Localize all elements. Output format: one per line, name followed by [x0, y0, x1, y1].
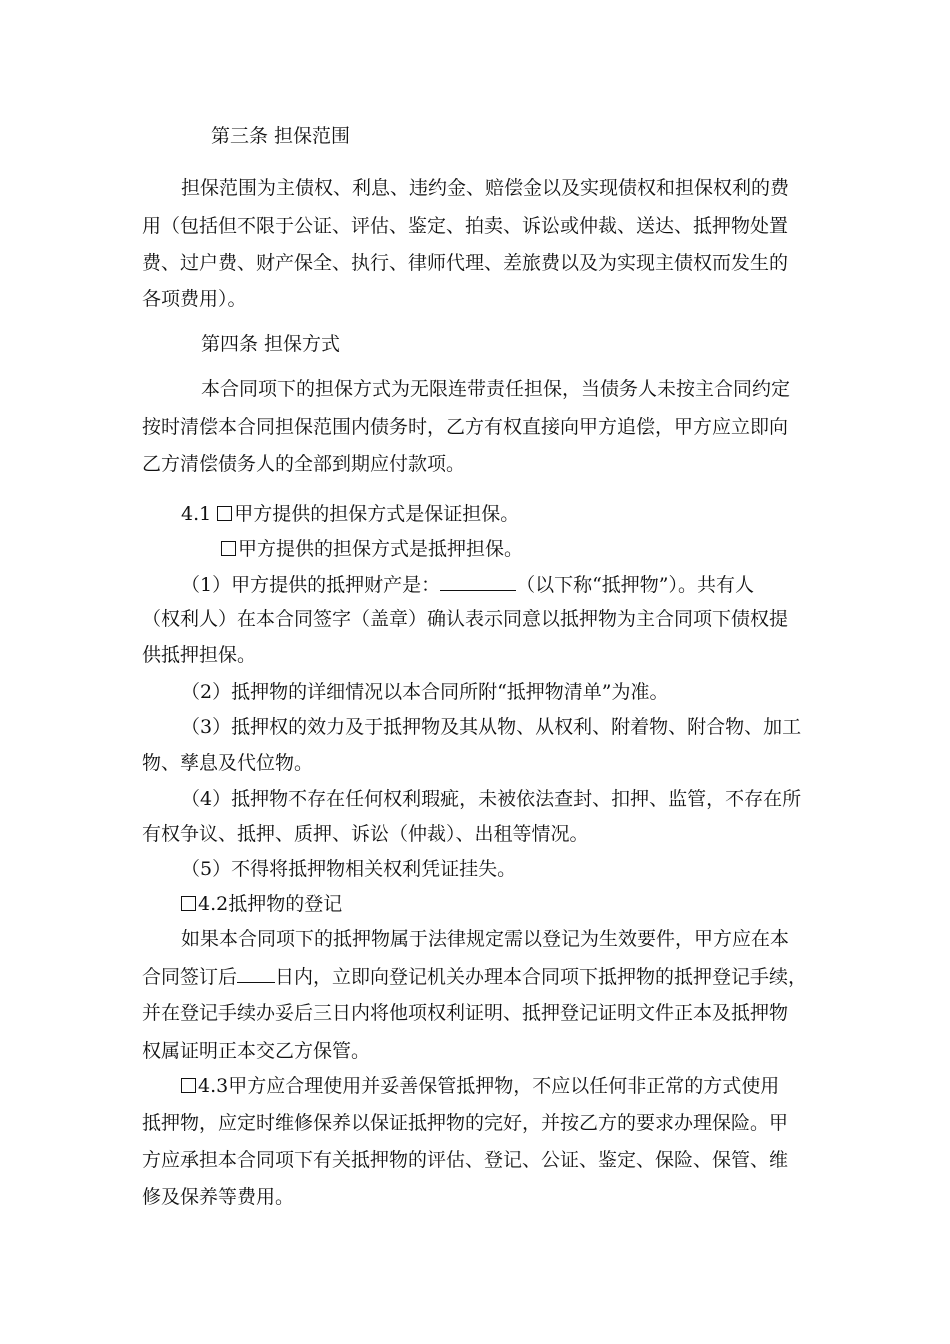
clause-4-2-title-text: 4.2抵押物的登记	[198, 893, 343, 915]
option-mortgage-label: 甲方提供的担保方式是抵押担保。	[238, 538, 524, 560]
section-4-line-2: 按时清偿本合同担保范围内债务时，乙方有权直接向甲方追偿，甲方应立即向	[142, 416, 789, 438]
clause-4-2-line-1: 如果本合同项下的抵押物属于法律规定需以登记为生效要件，甲方应在本	[181, 928, 790, 950]
clause-4-1-option-1	[181, 502, 519, 526]
item-1-suffix: （以下称“抵押物”）。共有人	[516, 574, 755, 596]
clause-4-3-line-1-text: 4.3甲方应合理使用并妥善保管抵押物，不应以任何非正常的方式使用	[198, 1075, 780, 1097]
item-3-line-1: （3）抵押权的效力及于抵押物及其从物、从权利、附着物、附合物、加工	[181, 716, 802, 738]
item-1-line-3: 供抵押担保。	[142, 644, 257, 666]
days-blank[interactable]	[237, 964, 275, 983]
section-3-line-2: 用（包括但不限于公证、评估、鉴定、拍卖、诉讼或仲裁、送达、抵押物处置	[142, 215, 789, 237]
section-3-line-3: 费、过户费、财产保全、执行、律师代理、差旅费以及为实现主债权而发生的	[142, 252, 789, 274]
checkbox-clause-4-2[interactable]	[181, 896, 196, 911]
item-1-line-1	[181, 572, 754, 597]
clause-4-1-option-2	[221, 537, 523, 561]
clause-4-2-line-2-suffix: 日内，立即向登记机关办理本合同项下抵押物的抵押登记手续，	[275, 966, 808, 988]
item-2: （2）抵押物的详细情况以本合同所附“抵押物清单”为准。	[181, 681, 669, 703]
section-4-line-3: 乙方清偿债务人的全部到期应付款项。	[142, 453, 466, 475]
clause-4-3-line-4: 修及保养等费用。	[142, 1186, 295, 1208]
item-1-line-2: （权利人）在本合同签字（盖章）确认表示同意以抵押物为主合同项下债权提	[142, 608, 789, 630]
item-5: （5）不得将抵押物相关权利凭证挂失。	[181, 858, 517, 880]
option-guarantee-label: 甲方提供的担保方式是保证担保。	[234, 503, 520, 525]
clause-4-2-title	[181, 892, 342, 916]
clause-4-2-line-3: 并在登记手续办妥后三日内将他项权利证明、抵押登记证明文件正本及抵押物	[142, 1002, 789, 1024]
item-4-line-1: （4）抵押物不存在任何权利瑕疵，未被依法查封、扣押、监管，不存在所	[181, 788, 802, 810]
item-1-prefix: （1）甲方提供的抵押财产是：	[181, 574, 441, 596]
checkbox-guarantee[interactable]	[217, 506, 232, 521]
section-4-line-1: 本合同项下的担保方式为无限连带责任担保，当债务人未按主合同约定	[201, 378, 791, 400]
section-3-line-4: 各项费用）。	[142, 288, 247, 310]
clause-4-3-line-2: 抵押物，应定时维修保养以保证抵押物的完好，并按乙方的要求办理保险。甲	[142, 1112, 789, 1134]
mortgage-property-blank[interactable]	[440, 572, 516, 591]
checkbox-clause-4-3[interactable]	[181, 1078, 196, 1093]
clause-4-3-line-3: 方应承担本合同项下有关抵押物的评估、登记、公证、鉴定、保险、保管、维	[142, 1149, 789, 1171]
clause-4-2-line-4: 权属证明正本交乙方保管。	[142, 1040, 371, 1062]
section-3-heading: 第三条 担保范围	[211, 125, 351, 147]
clause-4-2-line-2	[142, 964, 807, 989]
section-4-heading: 第四条 担保方式	[201, 333, 341, 355]
clause-4-2-line-2-prefix: 合同签订后	[142, 966, 238, 988]
clause-4-3-line-1	[181, 1074, 779, 1098]
checkbox-mortgage[interactable]	[221, 541, 236, 556]
item-3-line-2: 物、孳息及代位物。	[142, 752, 314, 774]
section-3-line-1: 担保范围为主债权、利息、违约金、赔偿金以及实现债权和担保权利的费	[181, 177, 790, 199]
item-4-line-2: 有权争议、抵押、质押、诉讼（仲裁）、出租等情况。	[142, 823, 589, 845]
clause-4-1-number: 4.1	[181, 503, 212, 525]
